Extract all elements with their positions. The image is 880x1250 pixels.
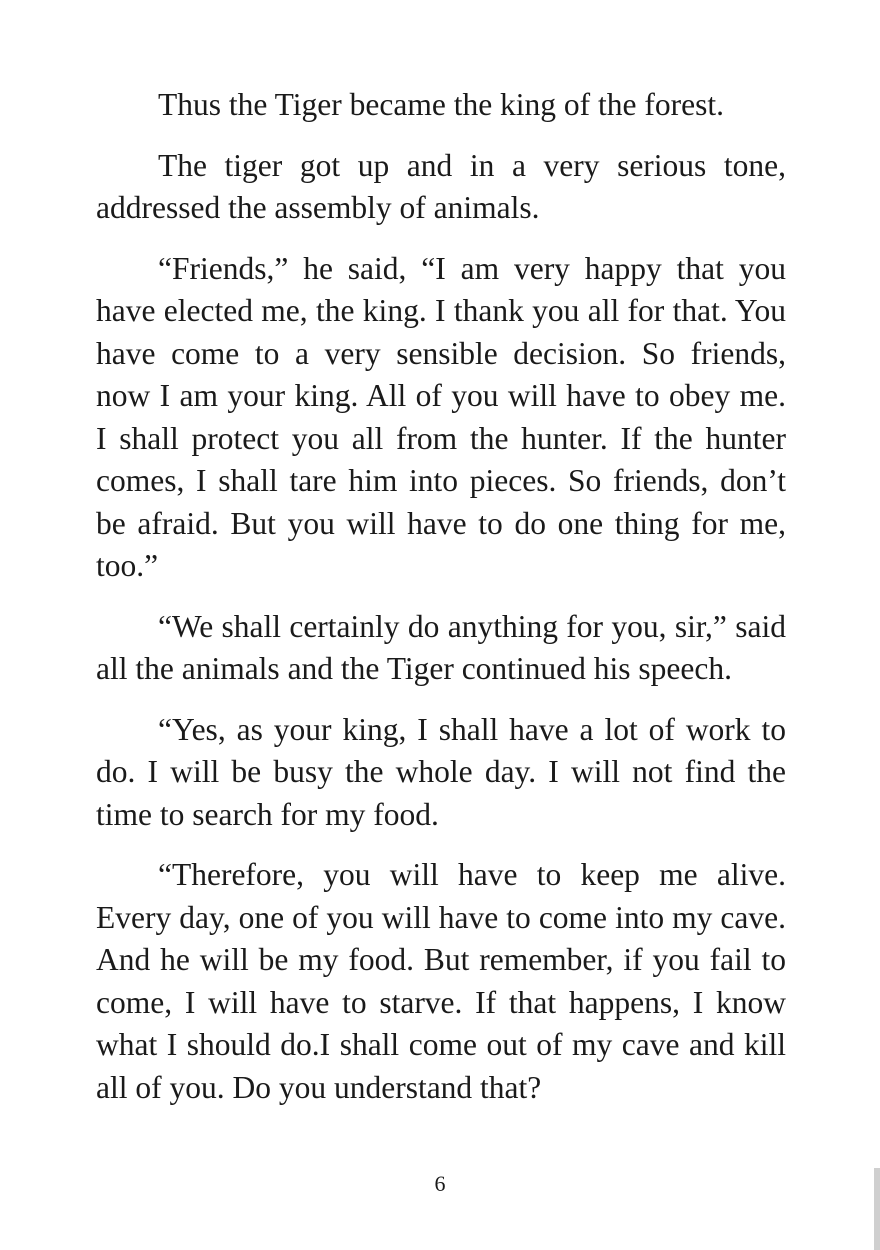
paragraph: The tiger got up and in a very serious tone, addressed the assembly of animals. [96, 147, 786, 225]
paragraph: “Yes, as your king, I shall have a lot of work to do. I will be busy the whole day. I will not find the time to search for my food. [96, 711, 786, 832]
paragraph: Thus the Tiger became the king of the forest. [158, 87, 725, 122]
page-edge-shadow [874, 1168, 880, 1250]
story-text [96, 84, 786, 1109]
paragraph: “Friends,” he said, “I am very happy that you have elected me, the king. I thank you all for that. You have come to a very sensible decision. So friends, now I am your king. All of you will have to obey me. I shall protect you all from the hunter. If the hunter comes, I shall tare him into pieces. So friends, don’t be afraid. But you will have to do one thing for me, too.” [96, 250, 786, 583]
paragraph: “We shall certainly do anything for you, sir,” said all the animals and the Tiger continued his speech. [96, 608, 786, 686]
paragraph: “Therefore, you will have to keep me alive. Every day, one of you will have to come into my cave. And he will be my food. But remember, if you fail to come, I will have to starve. If that happens, I know what I should do.I shall come out of my cave and kill all of you. Do you understand that? [96, 857, 786, 1105]
page-number: 6 [434, 1171, 446, 1196]
